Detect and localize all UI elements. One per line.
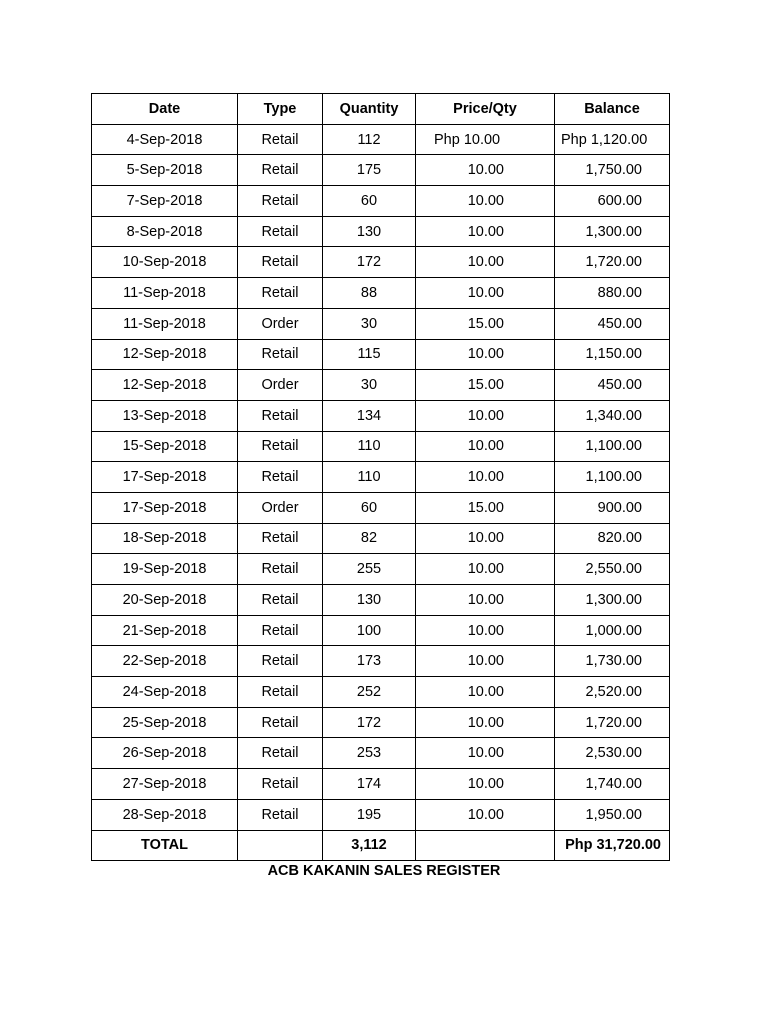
quantity-cell: 174: [323, 769, 416, 800]
balance-cell: 1,150.00: [555, 339, 670, 370]
balance-cell: 1,000.00: [555, 615, 670, 646]
quantity-cell: 130: [323, 216, 416, 247]
type-cell: Retail: [238, 615, 323, 646]
price-cell: 10.00: [416, 769, 555, 800]
total-label: TOTAL: [92, 830, 238, 861]
balance-cell: 1,100.00: [555, 431, 670, 462]
price-cell: 10.00: [416, 554, 555, 585]
type-cell: Retail: [238, 799, 323, 830]
price-cell: 10.00: [416, 738, 555, 769]
date-cell: 10-Sep-2018: [92, 247, 238, 278]
date-cell: 13-Sep-2018: [92, 400, 238, 431]
table-row: [92, 492, 670, 523]
balance-cell: 2,550.00: [555, 554, 670, 585]
quantity-cell: 252: [323, 677, 416, 708]
price-cell: 10.00: [416, 677, 555, 708]
date-cell: 11-Sep-2018: [92, 308, 238, 339]
table-row: [92, 278, 670, 309]
table-row: [92, 370, 670, 401]
balance-cell: 600.00: [555, 186, 670, 217]
date-cell: 12-Sep-2018: [92, 339, 238, 370]
type-cell: Retail: [238, 585, 323, 616]
price-cell: 15.00: [416, 370, 555, 401]
balance-cell: 1,300.00: [555, 216, 670, 247]
type-cell: Retail: [238, 278, 323, 309]
balance-cell: 900.00: [555, 492, 670, 523]
type-cell: Retail: [238, 216, 323, 247]
date-cell: 17-Sep-2018: [92, 492, 238, 523]
quantity-cell: 30: [323, 370, 416, 401]
type-cell: Retail: [238, 400, 323, 431]
balance-cell: 1,340.00: [555, 400, 670, 431]
quantity-cell: 172: [323, 247, 416, 278]
date-cell: 25-Sep-2018: [92, 707, 238, 738]
price-cell: 10.00: [416, 155, 555, 186]
price-cell: 10.00: [416, 431, 555, 462]
type-cell: Retail: [238, 677, 323, 708]
date-cell: 21-Sep-2018: [92, 615, 238, 646]
quantity-cell: 112: [323, 124, 416, 155]
quantity-cell: 115: [323, 339, 416, 370]
date-cell: 12-Sep-2018: [92, 370, 238, 401]
sales-register: [91, 93, 669, 879]
balance-cell: 820.00: [555, 523, 670, 554]
quantity-cell: 88: [323, 278, 416, 309]
type-cell: Retail: [238, 431, 323, 462]
price-cell: Php 10.00: [416, 124, 555, 155]
type-cell: Retail: [238, 738, 323, 769]
type-cell: Retail: [238, 646, 323, 677]
quantity-cell: 173: [323, 646, 416, 677]
date-cell: 28-Sep-2018: [92, 799, 238, 830]
price-cell: 10.00: [416, 462, 555, 493]
table-row: [92, 585, 670, 616]
table-row: [92, 738, 670, 769]
date-cell: 15-Sep-2018: [92, 431, 238, 462]
table-row: [92, 155, 670, 186]
price-cell: 10.00: [416, 646, 555, 677]
total-price-empty: [416, 830, 555, 861]
table-row: [92, 247, 670, 278]
type-cell: Retail: [238, 707, 323, 738]
quantity-cell: 60: [323, 186, 416, 217]
date-cell: 27-Sep-2018: [92, 769, 238, 800]
table-row: [92, 677, 670, 708]
type-cell: Retail: [238, 339, 323, 370]
table-body: [92, 124, 670, 830]
total-balance: Php 31,720.00: [555, 830, 670, 861]
date-cell: 8-Sep-2018: [92, 216, 238, 247]
type-cell: Retail: [238, 247, 323, 278]
quantity-cell: 100: [323, 615, 416, 646]
table-row: [92, 523, 670, 554]
quantity-cell: 253: [323, 738, 416, 769]
total-quantity: 3,112: [323, 830, 416, 861]
price-cell: 10.00: [416, 216, 555, 247]
price-cell: 15.00: [416, 492, 555, 523]
table-row: [92, 216, 670, 247]
price-cell: 10.00: [416, 585, 555, 616]
date-cell: 4-Sep-2018: [92, 124, 238, 155]
type-cell: Retail: [238, 186, 323, 217]
quantity-cell: 134: [323, 400, 416, 431]
table-row: [92, 339, 670, 370]
balance-cell: 1,750.00: [555, 155, 670, 186]
type-cell: Retail: [238, 554, 323, 585]
table-row: [92, 308, 670, 339]
balance-cell: 450.00: [555, 370, 670, 401]
type-cell: Retail: [238, 462, 323, 493]
table-row: [92, 554, 670, 585]
date-cell: 5-Sep-2018: [92, 155, 238, 186]
type-cell: Retail: [238, 124, 323, 155]
table-row: [92, 646, 670, 677]
date-cell: 20-Sep-2018: [92, 585, 238, 616]
balance-cell: 450.00: [555, 308, 670, 339]
table-row: [92, 769, 670, 800]
quantity-cell: 255: [323, 554, 416, 585]
balance-cell: 1,730.00: [555, 646, 670, 677]
register-caption: ACB KAKANIN SALES REGISTER: [267, 863, 501, 880]
table-row: [92, 124, 670, 155]
header-price-qty: Price/Qty: [416, 94, 555, 125]
balance-cell: 1,100.00: [555, 462, 670, 493]
header-quantity: Quantity: [323, 94, 416, 125]
price-cell: 15.00: [416, 308, 555, 339]
quantity-cell: 175: [323, 155, 416, 186]
header-balance: Balance: [555, 94, 670, 125]
balance-cell: 1,740.00: [555, 769, 670, 800]
type-cell: Retail: [238, 523, 323, 554]
price-cell: 10.00: [416, 339, 555, 370]
price-cell: 10.00: [416, 278, 555, 309]
sales-table: [91, 93, 670, 861]
balance-cell: 1,300.00: [555, 585, 670, 616]
total-row: [92, 830, 670, 861]
date-cell: 26-Sep-2018: [92, 738, 238, 769]
table-row: [92, 462, 670, 493]
price-cell: 10.00: [416, 400, 555, 431]
header-date: Date: [92, 94, 238, 125]
price-cell: 10.00: [416, 186, 555, 217]
quantity-cell: 60: [323, 492, 416, 523]
table-row: [92, 615, 670, 646]
type-cell: Order: [238, 370, 323, 401]
balance-cell: 2,530.00: [555, 738, 670, 769]
type-cell: Retail: [238, 155, 323, 186]
price-cell: 10.00: [416, 799, 555, 830]
date-cell: 18-Sep-2018: [92, 523, 238, 554]
price-cell: 10.00: [416, 707, 555, 738]
date-cell: 7-Sep-2018: [92, 186, 238, 217]
table-row: [92, 799, 670, 830]
quantity-cell: 195: [323, 799, 416, 830]
header-row: [92, 94, 670, 125]
table-row: [92, 400, 670, 431]
type-cell: Retail: [238, 769, 323, 800]
price-cell: 10.00: [416, 247, 555, 278]
balance-cell: 1,720.00: [555, 707, 670, 738]
quantity-cell: 130: [323, 585, 416, 616]
type-cell: Order: [238, 308, 323, 339]
balance-cell: 1,720.00: [555, 247, 670, 278]
table-row: [92, 186, 670, 217]
balance-cell: 880.00: [555, 278, 670, 309]
quantity-cell: 172: [323, 707, 416, 738]
price-cell: 10.00: [416, 523, 555, 554]
balance-cell: Php 1,120.00: [555, 124, 670, 155]
balance-cell: 2,520.00: [555, 677, 670, 708]
quantity-cell: 82: [323, 523, 416, 554]
date-cell: 19-Sep-2018: [92, 554, 238, 585]
date-cell: 22-Sep-2018: [92, 646, 238, 677]
balance-cell: 1,950.00: [555, 799, 670, 830]
table-row: [92, 431, 670, 462]
date-cell: 24-Sep-2018: [92, 677, 238, 708]
price-cell: 10.00: [416, 615, 555, 646]
quantity-cell: 30: [323, 308, 416, 339]
quantity-cell: 110: [323, 462, 416, 493]
total-type-empty: [238, 830, 323, 861]
quantity-cell: 110: [323, 431, 416, 462]
date-cell: 17-Sep-2018: [92, 462, 238, 493]
type-cell: Order: [238, 492, 323, 523]
table-row: [92, 707, 670, 738]
header-type: Type: [238, 94, 323, 125]
date-cell: 11-Sep-2018: [92, 278, 238, 309]
